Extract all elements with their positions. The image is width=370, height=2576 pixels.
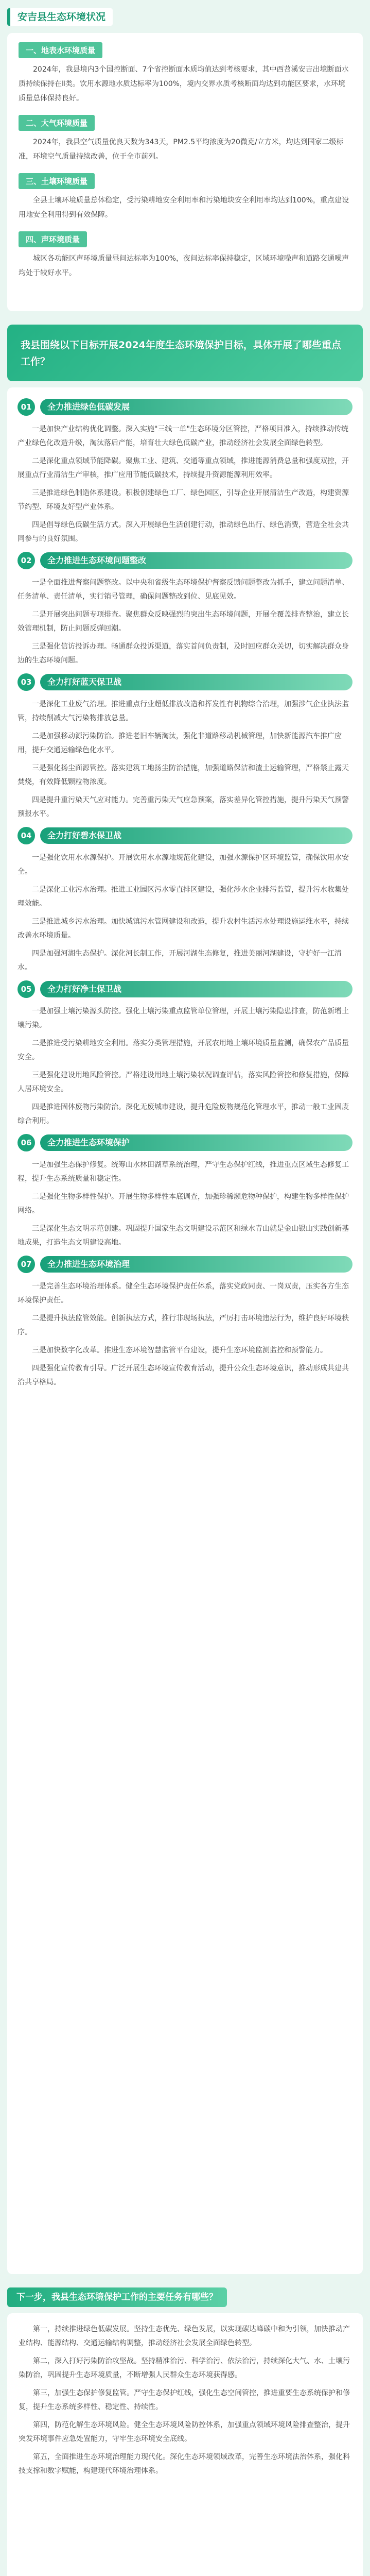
task-paragraph: 四是推进固体废物污染防治。深化无废城市建设，提升危险废物规范化管理水平，推动一般工业固废综合利用。 [17,1103,349,1125]
task-paragraph: 一是深化工业废气治理。推进重点行业超低排放改造和挥发性有机物综合治理，加强涉气企业执法监管，持续削减大气污染物排放总量。 [17,700,349,722]
env-text: 2024年，我县空气质量优良天数为343天，PM2.5平均浓度为20微克/立方米，均达到国家二级标准，环境空气质量持续改善，位于全市前列。 [19,138,344,161]
task-title: 全力打好蓝天保卫战 [40,674,353,690]
env-title: 一、地表水环境质量 [19,42,102,58]
task-07 [17,1254,353,1389]
future-task-paragraph: 第五，全面推进生态环境治理能力现代化。深化生态环境领域改革，完善生态环境法治体系，强化科技支撑和数字赋能，构建现代环境治理体系。 [19,2453,350,2475]
task-header [17,825,353,846]
task-number-badge: 01 [17,398,35,416]
task-number-badge: 07 [17,1256,35,1273]
env-text: 全县土壤环境质量总体稳定，受污染耕地安全利用率和污染地块安全利用率均达到100%，重点建设用地安全利用得到有效保障。 [19,196,349,219]
task-title: 全力推进生态环境治理 [40,1256,353,1273]
env-block-air [19,115,351,164]
future-task-paragraph: 第三，加强生态保护修复监管。严守生态保护红线，强化生态空间管控，推进重要生态系统保护和修复，提升生态系统多样性、稳定性、持续性。 [19,2389,350,2411]
task-paragraph: 一是加快产业结构优化调整。深入实施"三线一单"生态环境分区管控，严格项目准入，持续推动传统产业绿色化改造升级，淘汰落后产能，培育壮大绿色低碳产业，推动经济社会发展全面绿色转型。 [17,425,348,447]
task-header [17,979,353,999]
section-1-heading: 安吉县生态环境状况 [7,8,113,26]
task-paragraph: 三是加快数字化改革。推进生态环境智慧监管平台建设，提升生态环境监测监控和预警能力。 [32,1346,327,1354]
task-number-badge: 06 [17,1134,35,1151]
env-block-sound [19,231,351,280]
task-paragraph: 一是加强土壤污染源头防控。强化土壤污染重点监管单位管理，开展土壤污染隐患排查，防范新增土壤污染。 [17,1007,349,1029]
env-block-water [19,42,351,106]
task-header [17,1254,353,1275]
task-paragraph: 三是深化生态文明示范创建。巩固提升国家生态文明建设示范区和绿水青山就是金山银山实践创新基地成果，打造生态文明建设高地。 [17,1225,349,1247]
task-paragraph: 三是强化扬尘面源管控。落实建筑工地扬尘防治措施，加强道路保洁和渣土运输管理，严格禁止露天焚烧，有效降低颗粒物浓度。 [17,764,349,786]
task-number-badge: 03 [17,673,35,691]
section-2-body [7,387,363,2274]
task-paragraph: 二是加强移动源污染防治。推进老旧车辆淘汰，强化非道路移动机械管理，加快新能源汽车推广应用，提升交通运输绿色化水平。 [17,732,342,754]
task-paragraph: 一是加强生态保护修复。统筹山水林田湖草系统治理，严守生态保护红线，推进重点区域生态修复工程，提升生态系统质量和稳定性。 [17,1161,349,1183]
task-paragraph: 二是强化生物多样性保护。开展生物多样性本底调查，加强珍稀濒危物种保护，构建生物多样性保护网络。 [17,1193,349,1215]
env-title: 二、大气环境质量 [19,115,95,131]
task-paragraph: 四是倡导绿色低碳生活方式。深入开展绿色生活创建行动，推动绿色出行、绿色消费，营造全社会共同参与的良好氛围。 [17,521,349,543]
section-2-hero [7,325,363,381]
task-01 [17,397,353,546]
task-paragraph: 三是推进城乡污水治理。加快城镇污水管网建设和改造，提升农村生活污水处理设施运维水平，持续改善水环境质量。 [17,918,349,940]
task-paragraph: 二是深化工业污水治理。推进工业园区污水零直排区建设，强化涉水企业排污监管，提升污水收集处理效能。 [17,886,349,908]
env-text: 2024年，我县境内3个国控断面、7个省控断面水质均值达到考核要求，其中西苕溪安吉出境断面水质持续保持在Ⅱ类。饮用水源地水质达标率为100%，境内交界水质考核断面均达到功能区要求，水环境质量总体保持良好。 [19,65,349,103]
env-block-soil [19,173,351,222]
task-number-badge: 02 [17,552,35,569]
task-05 [17,979,353,1128]
task-header [17,1132,353,1153]
env-text: 城区各功能区声环境质量昼间达标率为100%，夜间达标率保持稳定，区域环境噪声和道路交通噪声均处于较好水平。 [19,255,349,277]
task-title: 全力推进绿色低碳发展 [40,399,353,415]
task-paragraph: 四是加强河湖生态保护。深化河长制工作，开展河湖生态修复，推进美丽河湖建设，守护好一江清水。 [17,950,342,972]
env-title: 三、土壤环境质量 [19,173,95,189]
task-paragraph: 一是完善生态环境治理体系。健全生态环境保护责任体系，落实党政同责、一岗双责，压实各方生态环境保护责任。 [17,1282,349,1304]
section-3-heading: 下一步，我县生态环境保护工作的主要任务有哪些？ [7,2287,227,2307]
future-task-paragraph: 第四，防范化解生态环境风险。健全生态环境风险防控体系，加强重点领域环境风险排查整治，提升突发环境事件应急处置能力，守牢生态环境安全底线。 [19,2421,350,2443]
task-paragraph: 二是提升执法监管效能。创新执法方式，推行非现场执法，严厉打击环境违法行为，维护良好环境秩序。 [17,1314,349,1336]
task-header [17,672,353,692]
task-02 [17,550,353,668]
section-3-body [7,2313,363,2576]
task-header [17,397,353,417]
future-task-paragraph: 第二，深入打好污染防治攻坚战。坚持精准治污、科学治污、依法治污，持续深化大气、水、土壤污染防治，巩固提升生态环境质量，不断增强人民群众生态环境获得感。 [19,2357,350,2379]
task-paragraph: 二是深化重点领域节能降碳。聚焦工业、建筑、交通等重点领域，推进能源消费总量和强度双控，开展重点行业清洁生产审核，推广应用节能低碳技术，持续提升资源能源利用效率。 [17,457,349,479]
task-paragraph: 四是强化宣传教育引导。广泛开展生态环境宣传教育活动，提升公众生态环境意识，推动形成共建共治共享格局。 [17,1364,349,1386]
section-1-card [7,33,363,311]
task-number-badge: 05 [17,980,35,998]
task-paragraph: 三是推进绿色制造体系建设。积极创建绿色工厂、绿色园区，引导企业开展清洁生产改造，构建资源节约型、环境友好型产业体系。 [17,489,349,511]
task-04 [17,825,353,975]
task-paragraph: 二是开展突出问题专项排查。聚焦群众反映强烈的突出生态环境问题，开展全覆盖排查整治，建立长效管理机制，防止问题反弹回潮。 [17,611,349,633]
task-paragraph: 二是推进受污染耕地安全利用。落实分类管理措施，开展农用地土壤环境质量监测，确保农产品质量安全。 [17,1039,349,1061]
task-paragraph: 一是全面推进督察问题整改。以中央和省级生态环境保护督察反馈问题整改为抓手，建立问题清单、任务清单、责任清单，实行销号管理，确保问题整改到位、见底见效。 [17,579,349,601]
task-paragraph: 三是强化建设用地风险管控。严格建设用地土壤污染状况调查评估，落实风险管控和修复措施，保障人居环境安全。 [17,1071,349,1093]
task-header [17,550,353,571]
task-number-badge: 04 [17,827,35,844]
task-title: 全力打好碧水保卫战 [40,827,353,844]
task-06 [17,1132,353,1250]
task-paragraph: 四是提升重污染天气应对能力。完善重污染天气应急预案，落实差异化管控措施，提升污染天气预警预报水平。 [17,796,349,818]
task-title: 全力推进生态环境问题整改 [40,552,353,569]
task-title: 全力推进生态环境保护 [40,1134,353,1151]
env-title: 四、声环境质量 [19,231,87,247]
task-03 [17,672,353,821]
future-task-paragraph: 第一，持续推进绿色低碳发展。坚持生态优先、绿色发展，以实现碳达峰碳中和为引领，加快推动产业结构、能源结构、交通运输结构调整，推动经济社会发展全面绿色转型。 [19,2325,350,2347]
task-paragraph: 三是强化信访投诉办理。畅通群众投诉渠道，落实首问负责制，及时回应群众关切，切实解决群众身边的生态环境问题。 [17,642,349,665]
section-2-title: 我县围绕以下目标开展2024年度生态环境保护目标，具体开展了哪些重点工作？ [21,340,341,367]
task-title: 全力打好净土保卫战 [40,981,353,997]
task-paragraph: 一是强化饮用水水源保护。开展饮用水水源地规范化建设，加强水源保护区环境监管，确保饮用水安全。 [17,854,349,876]
